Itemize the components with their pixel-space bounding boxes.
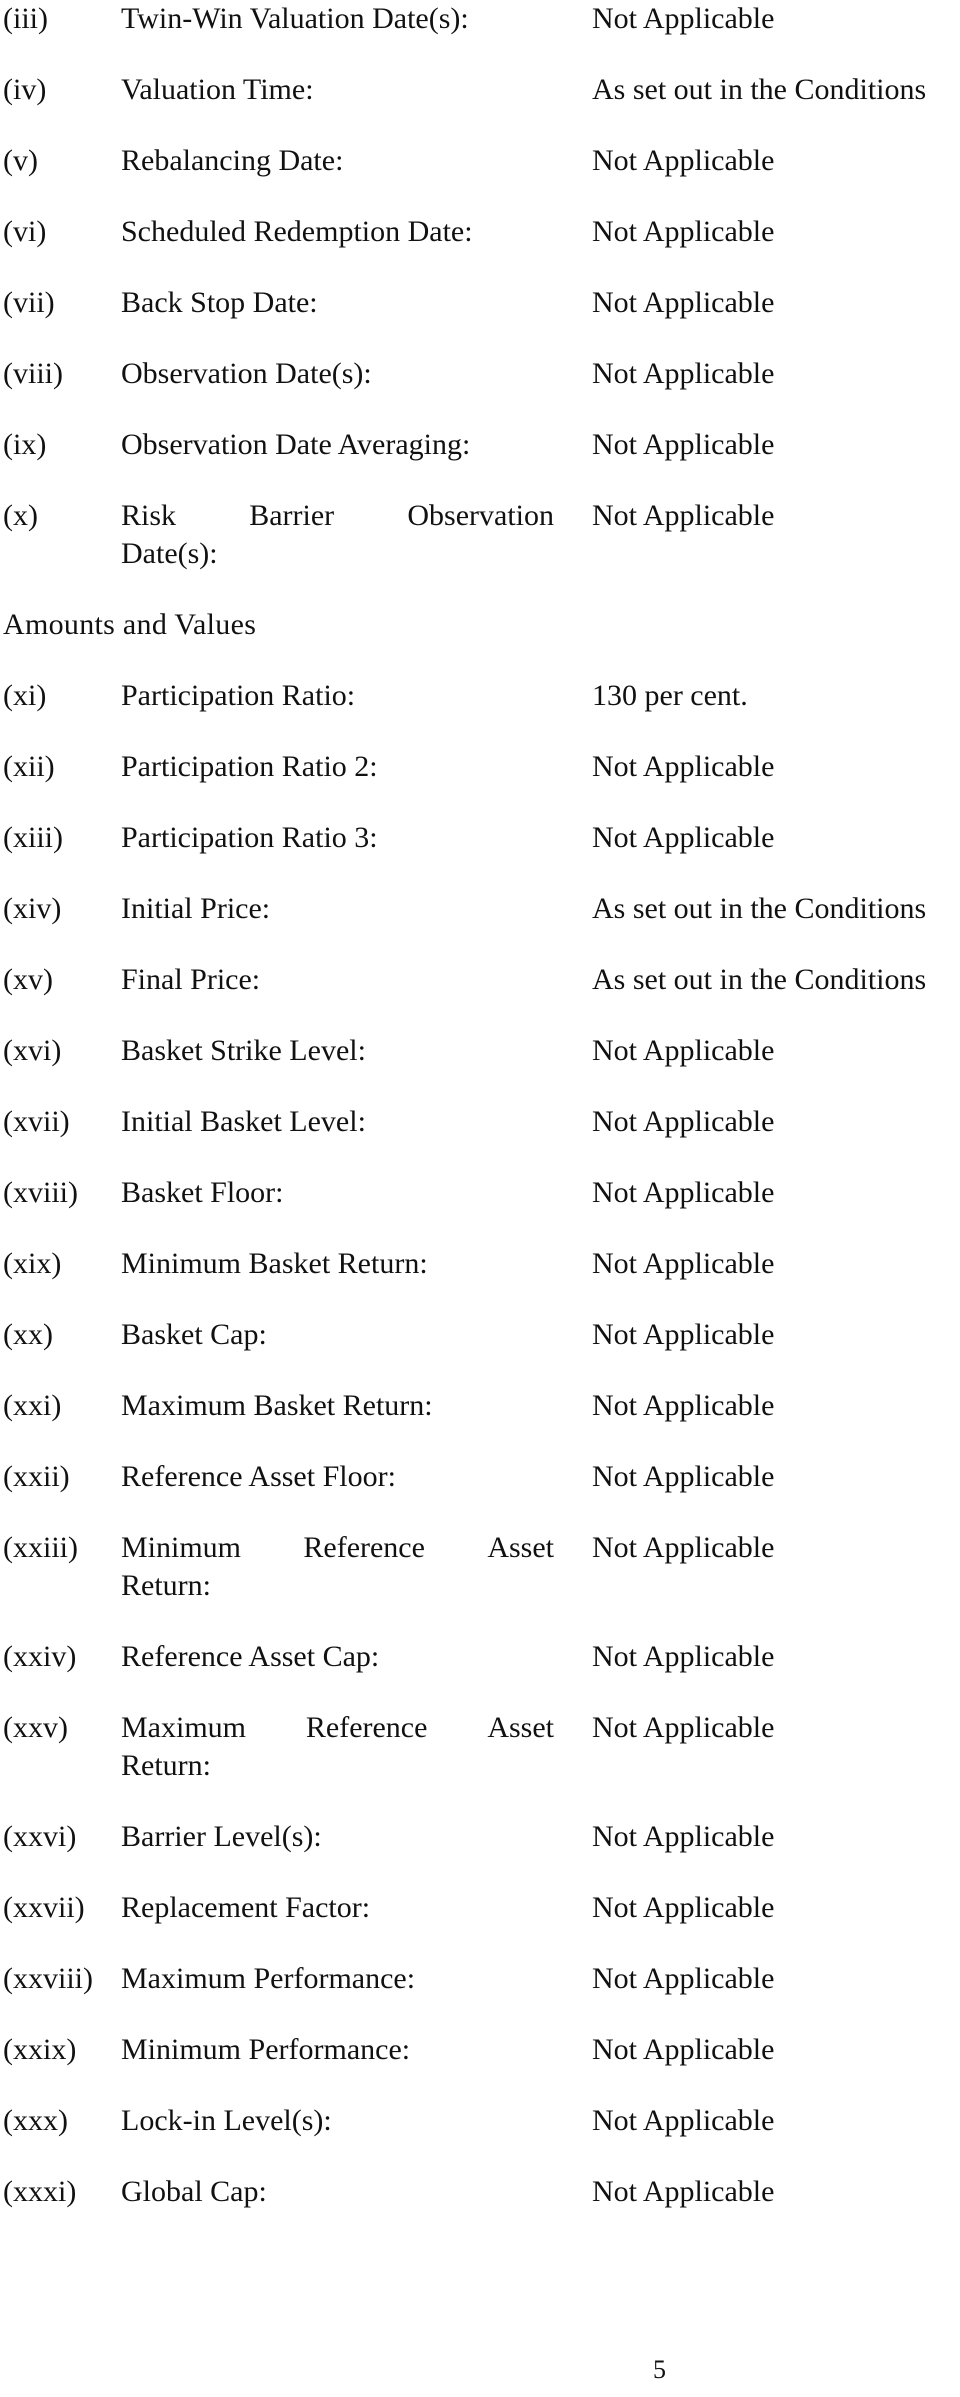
term-row: [0, 1960, 960, 2031]
term-label: [121, 1709, 554, 1785]
term-label-word: Asset: [487, 1711, 554, 1744]
term-row: [0, 1103, 960, 1174]
term-value: Not Applicable: [592, 499, 775, 532]
term-row: [0, 142, 960, 213]
term-number: (xvii): [3, 1105, 70, 1138]
term-label: Maximum Basket Return:: [121, 1389, 433, 1422]
term-label-word: Reference: [303, 1531, 425, 1564]
term-row: [0, 1529, 960, 1638]
term-label: Participation Ratio:: [121, 679, 356, 712]
term-label: Basket Floor:: [121, 1176, 284, 1209]
term-value: Not Applicable: [592, 821, 775, 854]
term-label: Rebalancing Date:: [121, 144, 344, 177]
term-row: [0, 1245, 960, 1316]
term-number: (ix): [3, 428, 47, 461]
term-label: Twin-Win Valuation Date(s):: [121, 2, 469, 35]
term-row: [0, 890, 960, 961]
term-number: (xxiv): [3, 1640, 77, 1673]
term-value: Not Applicable: [592, 428, 775, 461]
term-value: Not Applicable: [592, 1640, 775, 1673]
term-label: Global Cap:: [121, 2175, 267, 2208]
term-value: Not Applicable: [592, 2, 775, 35]
term-value: Not Applicable: [592, 2104, 775, 2137]
term-label: Scheduled Redemption Date:: [121, 215, 473, 248]
term-label: Back Stop Date:: [121, 286, 318, 319]
term-label-continuation: Date(s):: [121, 537, 218, 570]
term-number: (viii): [3, 357, 63, 390]
term-label-word: Asset: [487, 1531, 554, 1564]
term-number: (xxii): [3, 1460, 70, 1493]
term-label: Reference Asset Floor:: [121, 1460, 396, 1493]
term-number: (xxxi): [3, 2175, 77, 2208]
term-row: [0, 71, 960, 142]
term-value: Not Applicable: [592, 2175, 775, 2208]
term-number: (xxi): [3, 1389, 62, 1422]
term-number: (xxviii): [3, 1962, 93, 1995]
term-row: [0, 426, 960, 497]
term-label-word: Barrier: [249, 499, 335, 532]
term-row: [0, 1032, 960, 1103]
term-row: [0, 497, 960, 606]
term-row: [0, 2102, 960, 2173]
term-label: Basket Strike Level:: [121, 1034, 366, 1067]
term-number: (xxv): [3, 1711, 68, 1744]
term-row: [0, 213, 960, 284]
term-number: (xiv): [3, 892, 62, 925]
term-value: Not Applicable: [592, 1318, 775, 1351]
term-number: (v): [3, 144, 38, 177]
term-number: (xxx): [3, 2104, 68, 2137]
term-number: (xv): [3, 963, 53, 996]
term-number: (xviii): [3, 1176, 78, 1209]
term-row: [0, 355, 960, 426]
term-row: [0, 1316, 960, 1387]
term-label: Participation Ratio 2:: [121, 750, 378, 783]
term-row: [0, 1638, 960, 1709]
term-label: Reference Asset Cap:: [121, 1640, 380, 1673]
term-label-word: Risk: [121, 499, 177, 532]
page-number-text: 5: [653, 2355, 666, 2384]
term-row: [0, 1174, 960, 1245]
term-row: [0, 0, 960, 71]
term-label-word: Maximum: [121, 1711, 246, 1744]
term-value: Not Applicable: [592, 286, 775, 319]
term-label: Participation Ratio 3:: [121, 821, 378, 854]
term-row: [0, 748, 960, 819]
term-value: Not Applicable: [592, 750, 775, 783]
term-number: (xix): [3, 1247, 62, 1280]
term-number: (xxvii): [3, 1891, 85, 1924]
term-row: [0, 284, 960, 355]
term-label-word: Observation: [407, 499, 554, 532]
term-label: Maximum Performance:: [121, 1962, 416, 1995]
term-row: [0, 677, 960, 748]
term-row: [0, 961, 960, 1032]
term-row: [0, 2173, 960, 2244]
term-value: Not Applicable: [592, 1460, 775, 1493]
term-label: Barrier Level(s):: [121, 1820, 322, 1853]
term-value: Not Applicable: [592, 1105, 775, 1138]
term-label: Observation Date Averaging:: [121, 428, 471, 461]
term-value: Not Applicable: [592, 1389, 775, 1422]
term-row: [0, 819, 960, 890]
term-number: (xx): [3, 1318, 53, 1351]
term-number: (xii): [3, 750, 55, 783]
term-value: As set out in the Conditions: [592, 963, 927, 996]
term-value: Not Applicable: [592, 1176, 775, 1209]
term-label: Valuation Time:: [121, 73, 314, 106]
term-label: Minimum Basket Return:: [121, 1247, 428, 1280]
term-value: Not Applicable: [592, 1711, 775, 1744]
term-value: Not Applicable: [592, 1531, 775, 1564]
section-heading: Amounts and Values: [3, 608, 257, 641]
term-number: (xxiii): [3, 1531, 78, 1564]
term-value: Not Applicable: [592, 1891, 775, 1924]
term-label-continuation: Return:: [121, 1569, 211, 1602]
term-number: (vi): [3, 215, 47, 248]
term-number: (iv): [3, 73, 47, 106]
term-value: Not Applicable: [592, 357, 775, 390]
term-label: [121, 1529, 554, 1605]
term-label: Initial Basket Level:: [121, 1105, 366, 1138]
term-row: [0, 1818, 960, 1889]
term-label: Minimum Performance:: [121, 2033, 411, 2066]
term-label: Lock-in Level(s):: [121, 2104, 332, 2137]
term-number: (iii): [3, 2, 48, 35]
term-value: Not Applicable: [592, 2033, 775, 2066]
term-label: Basket Cap:: [121, 1318, 267, 1351]
term-number: (vii): [3, 286, 55, 319]
term-row: [0, 1458, 960, 1529]
term-number: (xi): [3, 679, 47, 712]
term-label: Initial Price:: [121, 892, 271, 925]
term-row: [0, 1889, 960, 1960]
term-label: Final Price:: [121, 963, 261, 996]
term-number: (xvi): [3, 1034, 62, 1067]
term-value: Not Applicable: [592, 1247, 775, 1280]
term-label: [121, 497, 554, 573]
term-label-word: Minimum: [121, 1531, 242, 1564]
term-row: [0, 1387, 960, 1458]
term-value: As set out in the Conditions: [592, 73, 927, 106]
term-value: Not Applicable: [592, 144, 775, 177]
term-value: Not Applicable: [592, 1820, 775, 1853]
term-label-word: Reference: [305, 1711, 428, 1744]
term-value: Not Applicable: [592, 1034, 775, 1067]
term-value: 130 per cent.: [592, 679, 748, 712]
term-number: (x): [3, 499, 38, 532]
term-row: [0, 2031, 960, 2102]
term-number: (xiii): [3, 821, 63, 854]
term-value: Not Applicable: [592, 215, 775, 248]
term-number: (xxix): [3, 2033, 77, 2066]
term-number: (xxvi): [3, 1820, 77, 1853]
term-value: As set out in the Conditions: [592, 892, 927, 925]
term-label: Observation Date(s):: [121, 357, 372, 390]
term-row: [0, 1709, 960, 1818]
term-label: Replacement Factor:: [121, 1891, 371, 1924]
term-value: Not Applicable: [592, 1962, 775, 1995]
term-label-continuation: Return:: [121, 1749, 211, 1782]
